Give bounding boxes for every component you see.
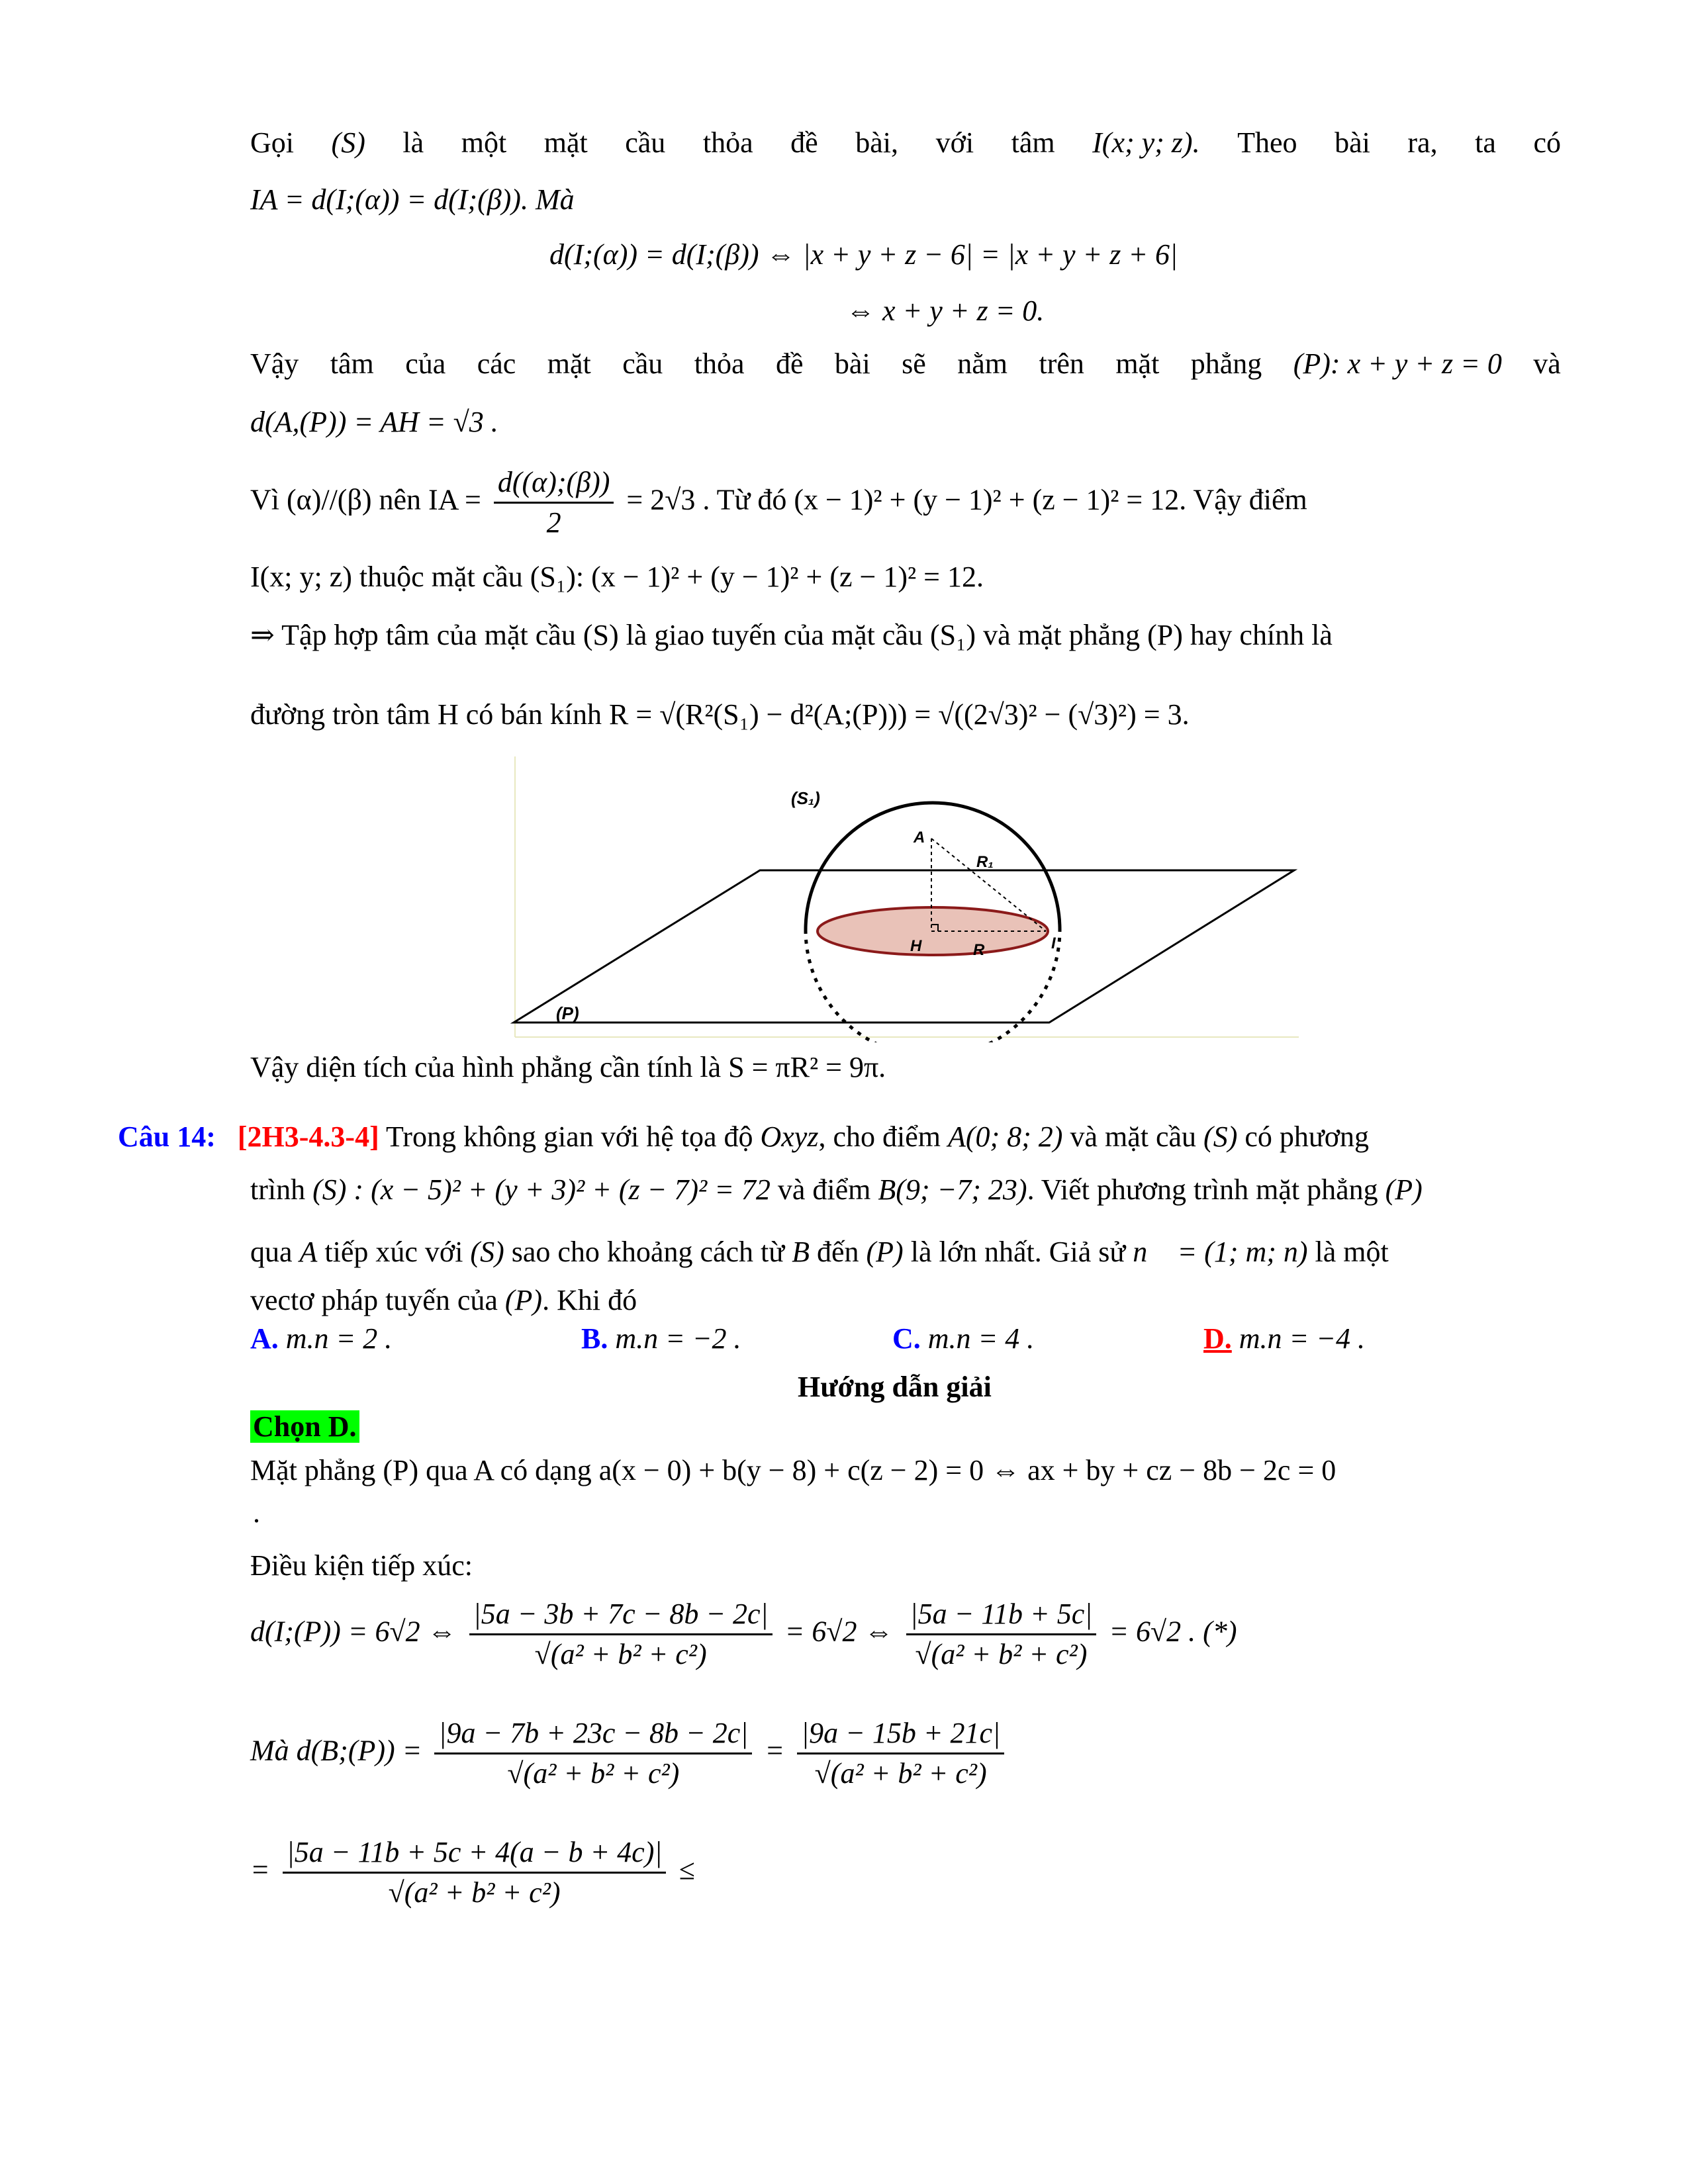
option-letter: D. <box>1203 1322 1232 1355</box>
fraction <box>469 1595 773 1674</box>
word: tâm <box>330 347 374 380</box>
numerator: d((α);(β)) <box>494 463 614 504</box>
word: (S) <box>331 126 365 159</box>
option-text: m.n = −2 . <box>615 1322 741 1355</box>
solution-line-1 <box>250 123 1561 163</box>
solution-line-6: d(A,(P)) = AH = √3 . <box>250 406 498 438</box>
word: đề <box>790 126 818 159</box>
text: , cho điểm <box>818 1120 941 1153</box>
word: ra, <box>1407 126 1438 159</box>
word: đề <box>775 347 804 380</box>
option-d[interactable] <box>1203 1319 1365 1359</box>
label-a: A <box>914 829 925 846</box>
word: tâm <box>1011 126 1055 159</box>
choice-highlight: Chọn D. <box>250 1410 359 1443</box>
text: Trong không gian với hệ tọa độ <box>385 1120 753 1153</box>
label-i: I <box>1051 934 1056 952</box>
guide-line-1-dot: . <box>253 1496 260 1529</box>
denominator: √(a² + b² + c²) <box>507 1757 680 1790</box>
fraction <box>797 1714 1004 1793</box>
word: mặt <box>543 126 588 159</box>
solution-line-4: ⇔ x + y + z = 0. <box>846 295 1045 327</box>
word: và <box>1533 347 1561 380</box>
question-number: Câu 14: <box>118 1120 216 1153</box>
option-text: m.n = 4 . <box>927 1322 1035 1355</box>
label-r1: R₁ <box>976 853 994 871</box>
text: và điểm <box>777 1173 871 1206</box>
text: n⃗ = (1; m; n) <box>1133 1236 1308 1268</box>
solution-line-3: d(I;(α)) = d(I;(β)) ⇔ |x + y + z − 6| = |x + y + z + 6| <box>549 238 1178 271</box>
word: là <box>402 126 424 159</box>
text: ≤ <box>679 1853 695 1886</box>
option-letter: A. <box>250 1322 279 1355</box>
text: sao cho khoảng cách từ <box>511 1236 785 1268</box>
question-line-1 <box>118 1117 1369 1157</box>
guide-line-5 <box>250 1833 695 1912</box>
option-text: m.n = 2 . <box>285 1322 393 1355</box>
numerator: |5a − 11b + 5c| <box>906 1595 1097 1635</box>
text: d(I;(P)) = 6√2 ⇔ <box>250 1615 457 1648</box>
text: qua <box>250 1236 293 1268</box>
text: (P) <box>504 1284 543 1316</box>
label-plane: (P) <box>556 1003 579 1023</box>
option-b[interactable] <box>581 1319 741 1359</box>
option-text: m.n = −4 . <box>1239 1322 1365 1355</box>
text: là lớn nhất. Giả sử <box>910 1236 1126 1268</box>
text: đến <box>817 1236 859 1268</box>
word: bài, <box>855 126 899 159</box>
word: có <box>1533 126 1561 159</box>
word: các <box>477 347 516 380</box>
text: Vì (α)//(β) nên IA = <box>250 483 481 516</box>
numerator: |5a − 3b + 7c − 8b − 2c| <box>469 1595 773 1635</box>
text: B(9; −7; 23) <box>878 1173 1027 1206</box>
text: = 6√2 . (*) <box>1109 1615 1237 1648</box>
option-a[interactable] <box>250 1319 392 1359</box>
text: và mặt cầu <box>1070 1120 1197 1153</box>
denominator: √(a² + b² + c²) <box>814 1757 987 1790</box>
text: là một <box>1315 1236 1389 1268</box>
word: với <box>935 126 974 159</box>
numerator: |9a − 15b + 21c| <box>797 1714 1004 1754</box>
option-c[interactable] <box>892 1319 1034 1359</box>
text: Oxyz <box>760 1120 819 1153</box>
label-sphere: (S₁) <box>791 788 820 808</box>
word: của <box>405 347 446 380</box>
word: I(x; y; z). <box>1092 126 1200 159</box>
solution-line-5 <box>250 344 1561 384</box>
numerator: |9a − 7b + 23c − 8b − 2c| <box>434 1714 752 1754</box>
guide-line-4 <box>250 1714 1009 1793</box>
solution-line-7 <box>250 463 1307 542</box>
chosen-answer <box>250 1407 359 1447</box>
numerator: |5a − 11b + 5c + 4(a − b + 4c)| <box>283 1833 667 1874</box>
fraction <box>906 1595 1097 1674</box>
word: thỏa <box>694 347 745 380</box>
word: mặt <box>547 347 591 380</box>
text: = <box>250 1853 270 1886</box>
word: bài <box>834 347 870 380</box>
guide-line-3 <box>250 1595 1237 1674</box>
question-line-4 <box>250 1281 637 1320</box>
solution-line-11: Vậy diện tích của hình phẳng cần tính là S = πR² = 9π. <box>250 1051 886 1083</box>
word: bài <box>1335 126 1370 159</box>
solution-line-10: đường tròn tâm H có bán kính R = √(R²(S₁) − d²(A;(P))) = √((2√3)² − (√3)²) = 3. <box>250 698 1190 731</box>
word: Theo <box>1237 126 1297 159</box>
text: tiếp xúc với <box>324 1236 463 1268</box>
option-letter: C. <box>892 1322 921 1355</box>
word: Vậy <box>250 347 299 380</box>
text: (S) : (x − 5)² + (y + 3)² + (z − 7)² = 72 <box>312 1173 771 1206</box>
text: A(0; 8; 2) <box>947 1120 1063 1153</box>
denominator: 2 <box>546 506 561 539</box>
word: nằm <box>957 347 1008 380</box>
guide-line-2: Điều kiện tiếp xúc: <box>250 1549 473 1582</box>
word: phẳng <box>1190 347 1262 380</box>
solution-line-9: ⇒ Tập hợp tâm của mặt cầu (S) là giao tuyến của mặt cầu (S₁) và mặt phẳng (P) hay chính là <box>250 619 1333 651</box>
guide-line-1: Mặt phẳng (P) qua A có dạng a(x − 0) + b(y − 8) + c(z − 2) = 0 ⇔ ax + by + cz − 8b − 2c = 0 <box>250 1454 1336 1486</box>
word: một <box>461 126 507 159</box>
label-r: R <box>973 941 985 959</box>
text: = <box>765 1734 785 1767</box>
question-line-2 <box>250 1170 1423 1210</box>
text: (P) <box>1385 1173 1423 1206</box>
fraction <box>434 1714 752 1793</box>
word: trên <box>1039 347 1084 380</box>
guide-title: Hướng dẫn giải <box>798 1371 992 1403</box>
text: Mà d(B;(P)) = <box>250 1734 422 1767</box>
label-h: H <box>910 937 922 955</box>
text: trình <box>250 1173 306 1206</box>
question-code: [2H3-4.3-4] <box>237 1120 379 1153</box>
word: ta <box>1475 126 1496 159</box>
text: (S) <box>470 1236 504 1268</box>
solution-line-8: I(x; y; z) thuộc mặt cầu (S₁): (x − 1)² + (y − 1)² + (z − 1)² = 12. <box>250 561 984 593</box>
word: cầu <box>625 126 666 159</box>
option-letter: B. <box>581 1322 608 1355</box>
word: Gọi <box>250 126 294 159</box>
sphere-plane-figure <box>510 751 1304 1042</box>
text: . Viết phương trình mặt phẳng <box>1027 1173 1378 1206</box>
denominator: √(a² + b² + c²) <box>534 1638 707 1670</box>
fraction <box>283 1833 667 1912</box>
word: thỏa <box>702 126 753 159</box>
text: (S) <box>1203 1120 1238 1153</box>
word: cầu <box>622 347 663 380</box>
solution-line-2: IA = d(I;(α)) = d(I;(β)). Mà <box>250 183 575 216</box>
text: = 2√3 . Từ đó (x − 1)² + (y − 1)² + (z − 1)² = 12. Vậy điểm <box>626 483 1307 516</box>
question-line-3 <box>250 1232 1389 1272</box>
text: A <box>299 1236 318 1268</box>
word: (P): x + y + z = 0 <box>1293 347 1502 380</box>
denominator: √(a² + b² + c²) <box>388 1876 561 1909</box>
word: mặt <box>1115 347 1160 380</box>
fraction <box>494 463 614 542</box>
denominator: √(a² + b² + c²) <box>915 1638 1088 1670</box>
text: có phương <box>1244 1120 1370 1153</box>
text: = 6√2 ⇔ <box>784 1615 894 1648</box>
text: . Khi đó <box>542 1284 637 1316</box>
text: vectơ pháp tuyến của <box>250 1284 498 1316</box>
text: B <box>792 1236 810 1268</box>
text: (P) <box>866 1236 904 1268</box>
word: sẽ <box>902 347 926 380</box>
